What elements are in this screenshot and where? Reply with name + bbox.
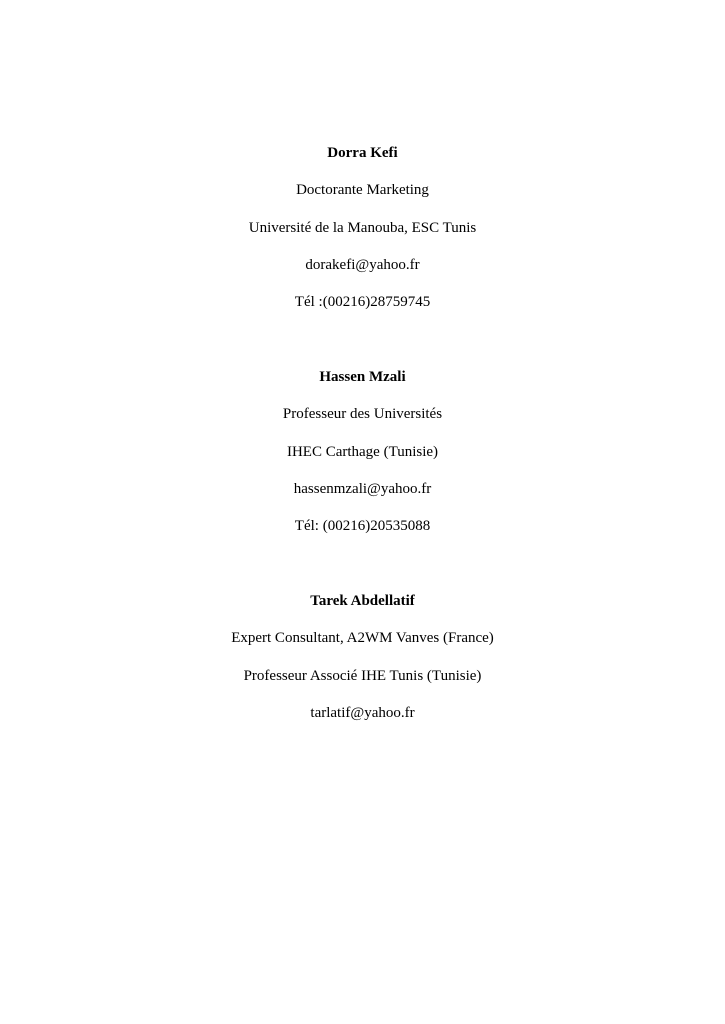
author-email: tarlatif@yahoo.fr xyxy=(310,705,415,721)
author-affiliation: Professeur Associé IHE Tunis (Tunisie) xyxy=(243,668,482,684)
author-affiliation: IHEC Carthage (Tunisie) xyxy=(286,444,439,460)
author-phone: Tél: (00216)20535088 xyxy=(294,518,431,534)
author-affiliation: Université de la Manouba, ESC Tunis xyxy=(248,220,477,236)
author-email: hassenmzali@yahoo.fr xyxy=(293,481,432,497)
author-title: Professeur des Universités xyxy=(282,406,443,422)
author-name: Hassen Mzali xyxy=(319,369,406,385)
author-title: Doctorante Marketing xyxy=(296,182,429,198)
author-name: Dorra Kefi xyxy=(327,145,398,161)
author-title: Expert Consultant, A2WM Vanves (France) xyxy=(231,630,494,646)
author-email: dorakefi@yahoo.fr xyxy=(305,257,420,273)
author-name: Tarek Abdellatif xyxy=(310,593,415,609)
author-phone: Tél :(00216)28759745 xyxy=(294,294,431,310)
